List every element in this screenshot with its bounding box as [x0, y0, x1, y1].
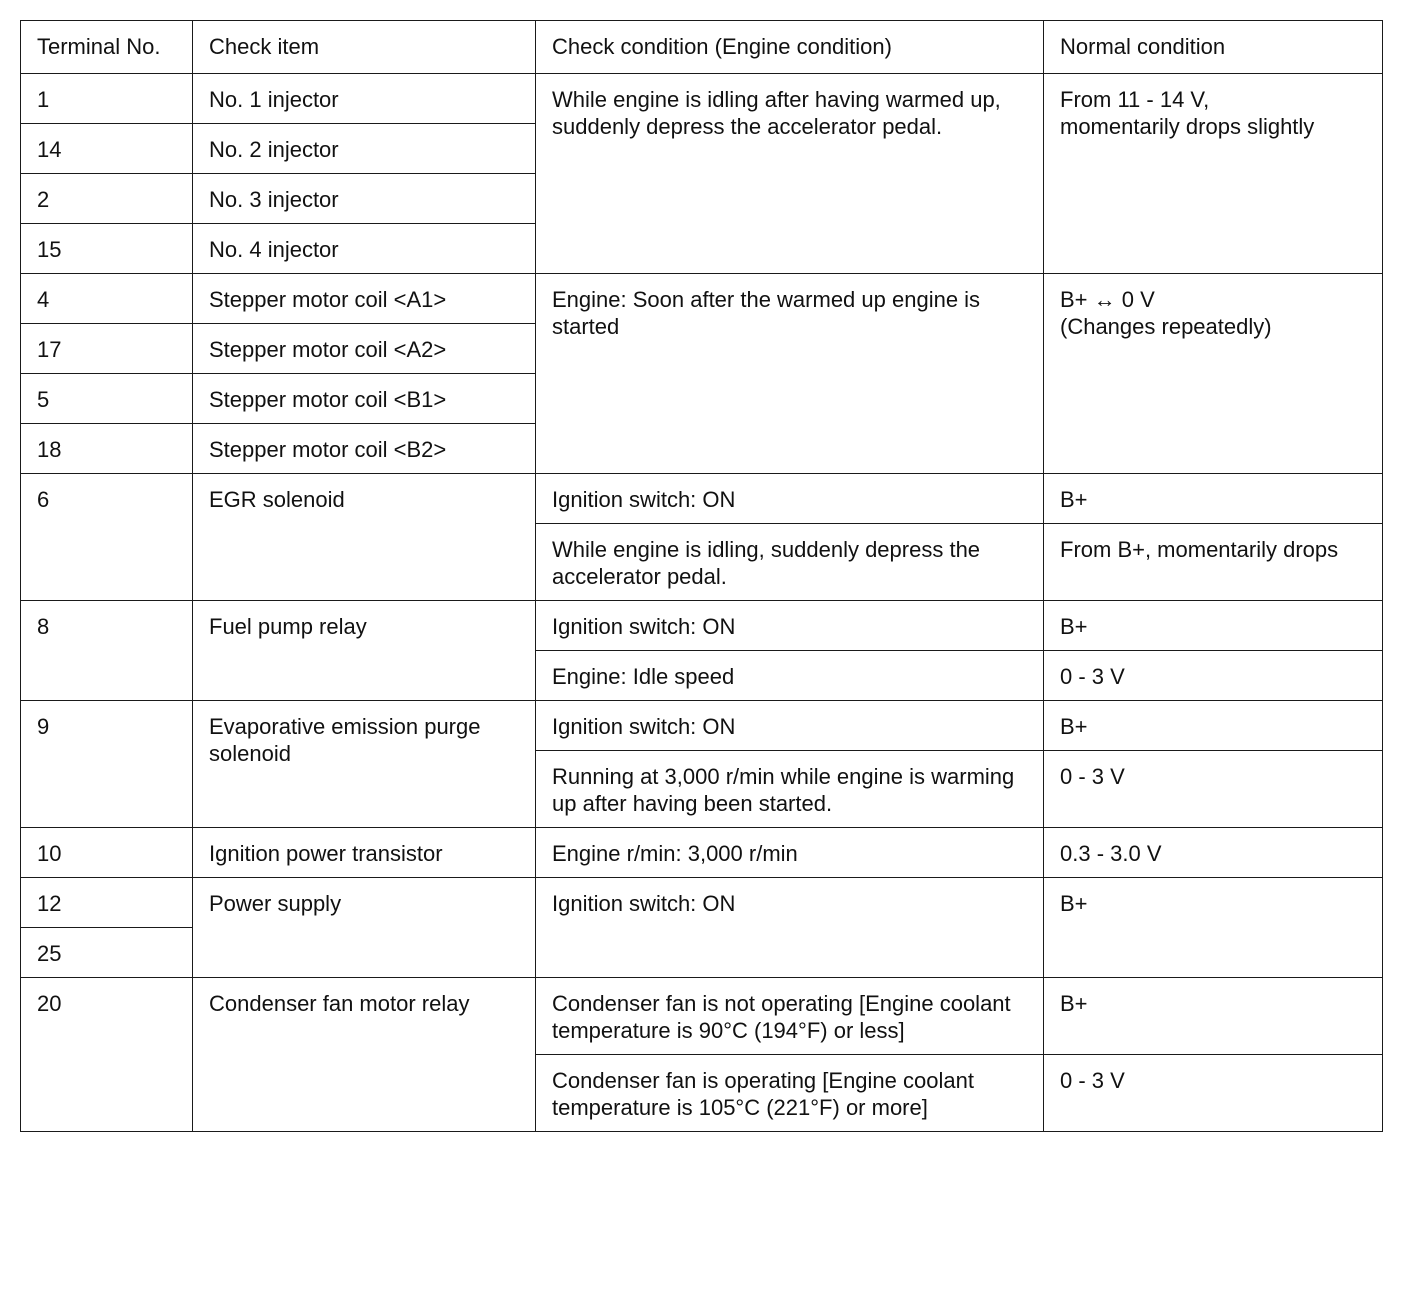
- check-condition-cell: Engine: Soon after the warmed up engine is started: [536, 274, 1044, 474]
- terminal-check-table: [20, 20, 1383, 1132]
- terminal-cell: 10: [21, 828, 193, 878]
- check-condition-cell: Engine: Idle speed: [536, 651, 1044, 701]
- terminal-cell: 15: [21, 224, 193, 274]
- table-row: [21, 828, 1383, 878]
- check-condition-cell: Running at 3,000 r/min while engine is warming up after having been started.: [536, 751, 1044, 828]
- terminal-cell: 20: [21, 978, 193, 1132]
- normal-condition-cell: B+: [1044, 601, 1383, 651]
- table-row: [21, 878, 1383, 928]
- header-row: [21, 21, 1383, 74]
- check-item-cell: No. 2 injector: [193, 124, 536, 174]
- check-item-cell: Power supply: [193, 878, 536, 978]
- terminal-cell: 12: [21, 878, 193, 928]
- terminal-cell: 14: [21, 124, 193, 174]
- table-row: [21, 274, 1383, 324]
- terminal-cell: 6: [21, 474, 193, 601]
- check-condition-cell: Ignition switch: ON: [536, 601, 1044, 651]
- terminal-cell: 18: [21, 424, 193, 474]
- terminal-cell: 17: [21, 324, 193, 374]
- check-item-cell: EGR solenoid: [193, 474, 536, 601]
- header-terminal-no: Terminal No.: [21, 21, 193, 74]
- table-row: [21, 978, 1383, 1055]
- normal-condition-cell: B+: [1044, 978, 1383, 1055]
- terminal-cell: 1: [21, 74, 193, 124]
- normal-condition-cell: 0 - 3 V: [1044, 651, 1383, 701]
- normal-condition-cell: B+: [1044, 878, 1383, 978]
- terminal-cell: 2: [21, 174, 193, 224]
- header-check-condition: Check condition (Engine condition): [536, 21, 1044, 74]
- header-check-item: Check item: [193, 21, 536, 74]
- table-row: [21, 601, 1383, 651]
- normal-condition-cell: 0 - 3 V: [1044, 751, 1383, 828]
- check-condition-cell: Condenser fan is not operating [Engine coolant temperature is 90°C (194°F) or less]: [536, 978, 1044, 1055]
- check-condition-cell: Ignition switch: ON: [536, 701, 1044, 751]
- check-item-cell: No. 1 injector: [193, 74, 536, 124]
- check-item-cell: Fuel pump relay: [193, 601, 536, 701]
- terminal-cell: 8: [21, 601, 193, 701]
- check-item-cell: Stepper motor coil <B2>: [193, 424, 536, 474]
- check-condition-cell: While engine is idling after having warmed up, suddenly depress the accelerator pedal.: [536, 74, 1044, 274]
- normal-condition-cell: From B+, momentarily drops: [1044, 524, 1383, 601]
- header-normal-condition: Normal condition: [1044, 21, 1383, 74]
- check-item-cell: Stepper motor coil <B1>: [193, 374, 536, 424]
- check-item-cell: No. 3 injector: [193, 174, 536, 224]
- check-condition-cell: Condenser fan is operating [Engine coolant temperature is 105°C (221°F) or more]: [536, 1055, 1044, 1132]
- check-condition-cell: Engine r/min: 3,000 r/min: [536, 828, 1044, 878]
- check-item-cell: No. 4 injector: [193, 224, 536, 274]
- terminal-cell: 25: [21, 928, 193, 978]
- table-row: [21, 474, 1383, 524]
- check-condition-cell: Ignition switch: ON: [536, 878, 1044, 978]
- normal-condition-cell: 0.3 - 3.0 V: [1044, 828, 1383, 878]
- check-item-cell: Evaporative emission purge solenoid: [193, 701, 536, 828]
- check-item-cell: Condenser fan motor relay: [193, 978, 536, 1132]
- table-row: [21, 701, 1383, 751]
- check-item-cell: Ignition power transistor: [193, 828, 536, 878]
- check-condition-cell: While engine is idling, suddenly depress the accelerator pedal.: [536, 524, 1044, 601]
- check-condition-cell: Ignition switch: ON: [536, 474, 1044, 524]
- table-row: [21, 74, 1383, 124]
- check-item-cell: Stepper motor coil <A1>: [193, 274, 536, 324]
- normal-condition-cell: B+: [1044, 701, 1383, 751]
- terminal-cell: 5: [21, 374, 193, 424]
- terminal-cell: 4: [21, 274, 193, 324]
- check-item-cell: Stepper motor coil <A2>: [193, 324, 536, 374]
- normal-condition-cell: B+ ↔ 0 V (Changes repeatedly): [1044, 274, 1383, 474]
- normal-condition-cell: 0 - 3 V: [1044, 1055, 1383, 1132]
- normal-condition-cell: From 11 - 14 V, momentarily drops slightly: [1044, 74, 1383, 274]
- normal-condition-cell: B+: [1044, 474, 1383, 524]
- terminal-cell: 9: [21, 701, 193, 828]
